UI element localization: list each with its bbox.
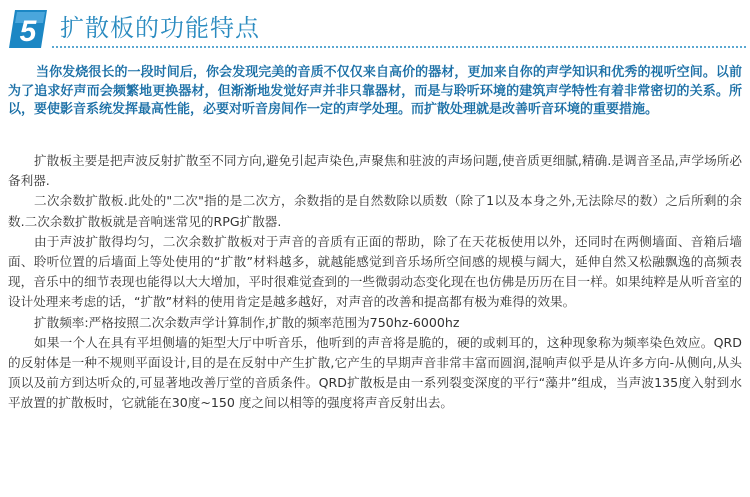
intro-paragraph: 当你发烧很长的一段时间后，你会发现完美的音质不仅仅来自高价的器材，更加来自你的声学知识和优秀的视听空间。以前为了追求好声而会频繁地更换器材，但渐渐地发觉好声并非只靠器材，而是与聆听环境的建筑声学特性有着非常密切的关系。所以，要使影音系统发挥最高性能，必要对听音房间作一定的声学处理。而扩散处理就是改善听音环境的重要措施。 bbox=[8, 65, 742, 117]
section-title: 扩散板的功能特点 bbox=[60, 14, 260, 42]
section-number-badge bbox=[8, 9, 48, 49]
paragraph-frequency-range: 扩散频率:严格按照二次余数声学计算制作,扩散的频率范围为750hz-6000hz bbox=[34, 314, 460, 330]
paragraph-qrd-definition: 二次余数扩散板.此处的"二次"指的是二次方，余数指的是自然数除以质数（除了1以及本身之外,无法除尽的数）之后所剩的余数.二次余数扩散板就是音响迷常见的RPG扩散器. bbox=[8, 193, 742, 229]
section-number: 5 bbox=[19, 15, 37, 48]
paragraph-reflection: 如果一个人在具有平坦侧墙的矩型大厅中听音乐，他听到的声音将是脆的，硬的或刺耳的，这种现象称为频率染色效应。QRD的反射体是一种不规则平面设计,目的是在反射中产生扩散,它产生的早期声音非常丰富而圆润,混响声似乎是从许多方向-从侧向,从头顶以及前方到达听众的,可显著地改善厅堂的音质条件。QRD扩散板是由一系列裂变深度的平行“藻井”组成，当声波135度入射到水平放置的扩散板时，它就能在30度~150 度之间以相等的强度将声音反射出去。 bbox=[8, 334, 742, 411]
paragraph-benefits: 由于声波扩散得均匀，二次余数扩散板对于声音的音质有正面的帮助，除了在天花板使用以外，还同时在两侧墙面、音箱后墙面、聆听位置的后墙面上等处使用的“扩散”材料越多，就越能感觉到音乐场所空间感的规模与阔大，延伸自然又松融飘逸的高频表现，音乐中的细节表现也能得以大大增加，平时很难觉查到的一些微弱动态变化现在也仿佛是历历在目一样。如果纯粹是从听音室的设计处理来考虑的话，“扩散”材料的使用肯定是越多越好，对声音的改善和提高都有极为难得的效果。 bbox=[8, 233, 742, 310]
section-header bbox=[4, 6, 746, 50]
header-divider bbox=[52, 46, 746, 48]
paragraph-overview: 扩散板主要是把声波反射扩散至不同方向,避免引起声染色,声聚焦和驻波的声场问题,使音质更细腻,精确.是调音圣品,声学场所必备利器. bbox=[8, 153, 742, 189]
body-text bbox=[8, 151, 742, 414]
